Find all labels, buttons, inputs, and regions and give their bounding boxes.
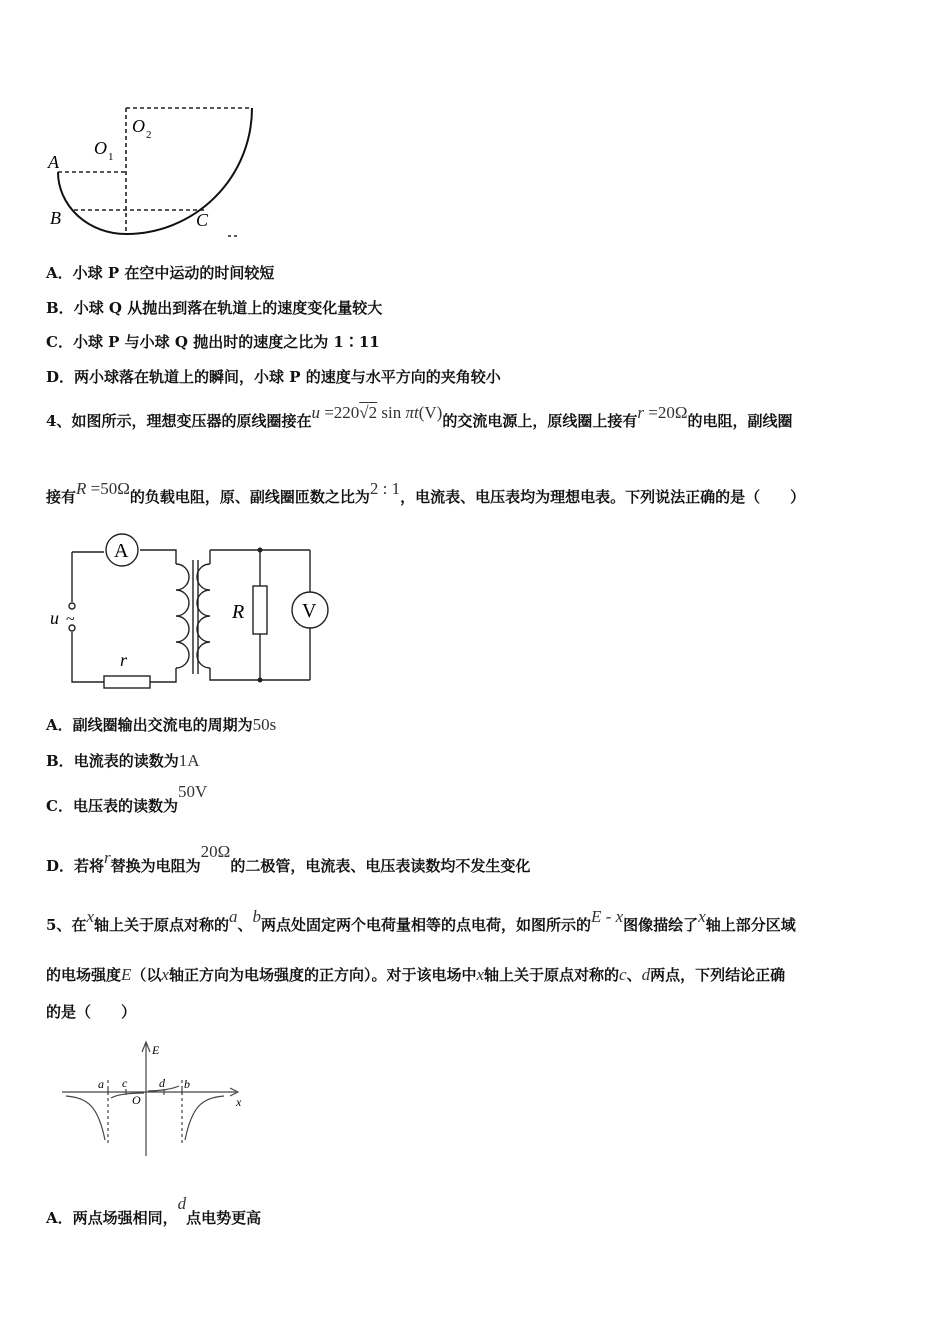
q4-option-c: C．电压表的读数为50V (46, 782, 208, 815)
q4-option-a: A．副线圈输出交流电的周期为50s (46, 715, 277, 734)
source-ac-symbol: ~ (66, 611, 75, 628)
label-O1: O (94, 138, 107, 158)
graph-origin-O: O (132, 1093, 141, 1107)
label-B: B (50, 208, 61, 228)
voltmeter-label: V (302, 600, 317, 622)
e-x-graph (60, 1040, 260, 1160)
resistor-r-label: r (120, 650, 128, 670)
q3-option-b: B．小球 Q 从抛出到落在轨道上的速度变化量较大 (46, 299, 383, 317)
q3-option-c: C．小球 P 与小球 Q 抛出时的速度之比为 1∶11 (46, 333, 380, 351)
q5-stem-line3: 的是（ ） (46, 1003, 137, 1021)
ammeter-label: A (114, 540, 129, 562)
source-u-label: u (50, 608, 59, 628)
graph-axis-E: E (152, 1043, 160, 1057)
q5-stem-line2: 的电场强度E（以x轴正方向为电场强度的正方向）。对于该电场中x轴上关于原点对称的c、d两点，下列结论正确 (46, 965, 786, 984)
q4-option-d: D．若将r替换为电阻为20Ω的二极管，电流表、电压表读数均不发生变化 (46, 842, 531, 875)
graph-axis-x: x (236, 1095, 242, 1109)
transformer-circuit (44, 532, 344, 692)
q4-stem-line1: 4、如图所示，理想变压器的原线圈接在u =220√2 sin πt(V)的交流电源上，原线圈上接有r =20Ω的电阻，副线圈 (46, 403, 793, 430)
q3-option-d: D．两小球落在轨道上的瞬间，小球 P 的速度与水平方向的夹角较小 (46, 368, 501, 386)
graph-point-d: d (159, 1076, 165, 1090)
graph-point-c: c (122, 1076, 128, 1090)
label-O2-sub: 2 (146, 129, 152, 141)
q4-stem-line2: 接有R =50Ω的负载电阻，原、副线圈匝数之比为2 : 1，电流表、电压表均为理想电表。下列说法正确的是（ ） (46, 479, 806, 506)
label-A: A (48, 152, 59, 172)
load-resistor-label: R (232, 601, 245, 623)
q4-option-b: B．电流表的读数为1A (46, 751, 200, 770)
q3-option-a: A．小球 P 在空中运动的时间较短 (46, 264, 275, 282)
graph-point-b: b (184, 1077, 190, 1091)
q5-stem-line1: 5、在x轴上关于原点对称的a、b两点处固定两个电荷量相等的点电荷，如图所示的E - x图像描绘了x轴上部分区域 (46, 907, 796, 934)
label-O2: O (132, 116, 145, 136)
label-C: C (196, 210, 209, 230)
track-figure (44, 96, 284, 246)
label-O1-sub: 1 (108, 151, 114, 163)
graph-point-a: a (98, 1077, 104, 1091)
q5-option-a: A．两点场强相同，d点电势更高 (46, 1194, 262, 1227)
